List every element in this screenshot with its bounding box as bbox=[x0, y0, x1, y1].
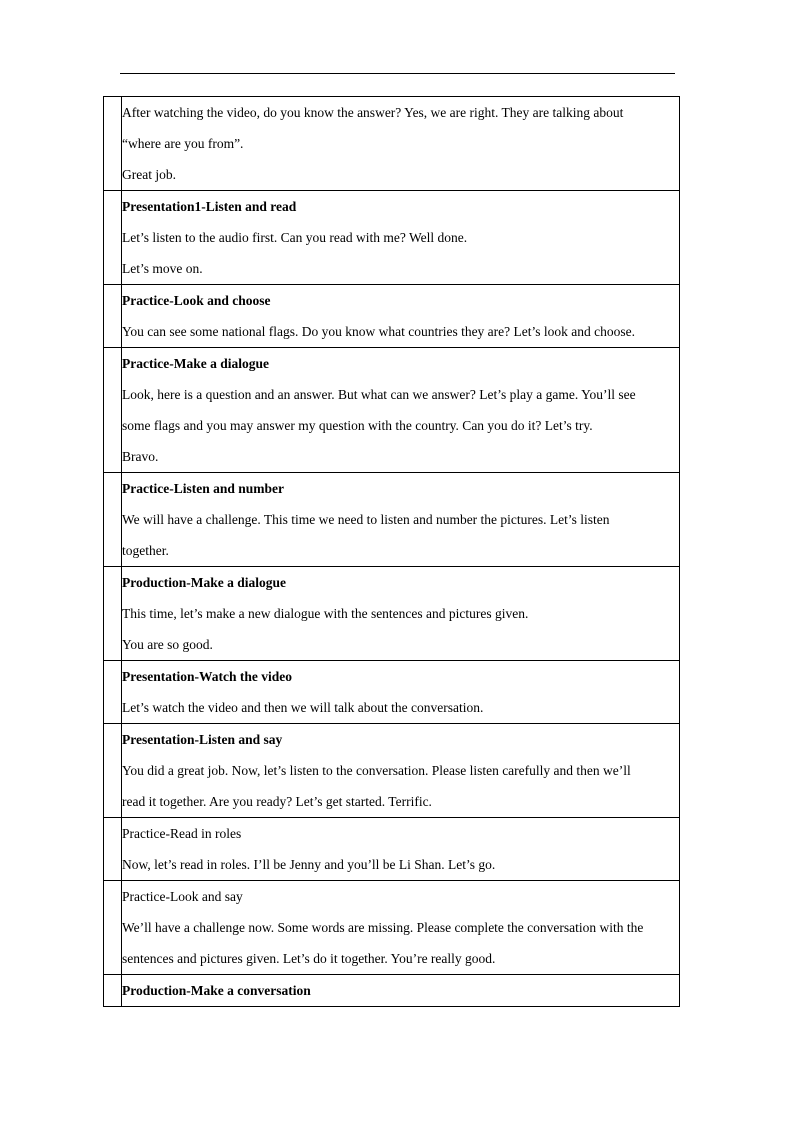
row-content-cell bbox=[122, 191, 680, 285]
paragraph-line: Now, let’s read in roles. I’ll be Jenny and you’ll be Li Shan. Let’s go. bbox=[122, 857, 496, 872]
paragraph-line: Bravo. bbox=[122, 449, 159, 464]
paragraph-line: You can see some national flags. Do you know what countries they are? Let’s look and choose. bbox=[122, 324, 636, 339]
row-index-cell bbox=[104, 285, 122, 348]
table-row bbox=[104, 97, 680, 191]
section-heading: Production-Make a dialogue bbox=[122, 575, 287, 590]
row-content-cell bbox=[122, 97, 680, 191]
row-index-cell bbox=[104, 661, 122, 724]
section-heading: Practice-Make a dialogue bbox=[122, 356, 269, 371]
row-index-cell bbox=[104, 724, 122, 818]
paragraph-line: some flags and you may answer my question with the country. Can you do it? Let’s try. bbox=[122, 418, 593, 433]
lesson-procedure-table bbox=[103, 96, 680, 1007]
section-heading: Practice-Listen and number bbox=[122, 481, 284, 496]
row-index-cell bbox=[104, 191, 122, 285]
row-content-cell bbox=[122, 818, 680, 881]
table-row bbox=[104, 473, 680, 567]
table-row bbox=[104, 818, 680, 881]
paragraph-line: Let’s listen to the audio first. Can you read with me? Well done. bbox=[122, 230, 468, 245]
row-index-cell bbox=[104, 348, 122, 473]
row-content-cell bbox=[122, 975, 680, 1007]
paragraph-line: Look, here is a question and an answer. But what can we answer? Let’s play a game. You’ll see bbox=[122, 387, 636, 402]
row-content-cell bbox=[122, 881, 680, 975]
section-heading: Presentation1-Listen and read bbox=[122, 199, 297, 214]
paragraph-line: We will have a challenge. This time we need to listen and number the pictures. Let’s listen bbox=[122, 512, 610, 527]
paragraph-line: You are so good. bbox=[122, 637, 213, 652]
row-index-cell bbox=[104, 975, 122, 1007]
row-index-cell bbox=[104, 567, 122, 661]
row-content-cell bbox=[122, 473, 680, 567]
paragraph-line: After watching the video, do you know the answer? Yes, we are right. They are talking about bbox=[122, 105, 624, 120]
section-heading: Production-Make a conversation bbox=[122, 983, 311, 998]
paragraph-line: Great job. bbox=[122, 167, 176, 182]
paragraph-line: You did a great job. Now, let’s listen to the conversation. Please listen carefully and then we’ll bbox=[122, 763, 631, 778]
paragraph-line: This time, let’s make a new dialogue with the sentences and pictures given. bbox=[122, 606, 529, 621]
row-content-cell bbox=[122, 661, 680, 724]
paragraph-line: “where are you from”. bbox=[122, 136, 244, 151]
paragraph-line: Practice-Read in roles bbox=[122, 826, 242, 841]
section-heading: Presentation-Watch the video bbox=[122, 669, 292, 684]
table-row bbox=[104, 975, 680, 1007]
table-row bbox=[104, 285, 680, 348]
page-header-rule bbox=[120, 73, 675, 74]
row-index-cell bbox=[104, 473, 122, 567]
table-row bbox=[104, 661, 680, 724]
table-row bbox=[104, 191, 680, 285]
table-row bbox=[104, 724, 680, 818]
paragraph-line: We’ll have a challenge now. Some words are missing. Please complete the conversation with the bbox=[122, 920, 644, 935]
row-index-cell bbox=[104, 818, 122, 881]
section-heading: Practice-Look and choose bbox=[122, 293, 271, 308]
paragraph-line: Let’s move on. bbox=[122, 261, 203, 276]
table-row bbox=[104, 881, 680, 975]
row-content-cell bbox=[122, 724, 680, 818]
table-row bbox=[104, 567, 680, 661]
paragraph-line: together. bbox=[122, 543, 169, 558]
table-row bbox=[104, 348, 680, 473]
paragraph-line: Practice-Look and say bbox=[122, 889, 243, 904]
row-content-cell bbox=[122, 567, 680, 661]
paragraph-line: read it together. Are you ready? Let’s get started. Terrific. bbox=[122, 794, 432, 809]
row-content-cell bbox=[122, 285, 680, 348]
paragraph-line: Let’s watch the video and then we will talk about the conversation. bbox=[122, 700, 484, 715]
row-index-cell bbox=[104, 881, 122, 975]
paragraph-line: sentences and pictures given. Let’s do it together. You’re really good. bbox=[122, 951, 496, 966]
row-index-cell bbox=[104, 97, 122, 191]
row-content-cell bbox=[122, 348, 680, 473]
section-heading: Presentation-Listen and say bbox=[122, 732, 283, 747]
